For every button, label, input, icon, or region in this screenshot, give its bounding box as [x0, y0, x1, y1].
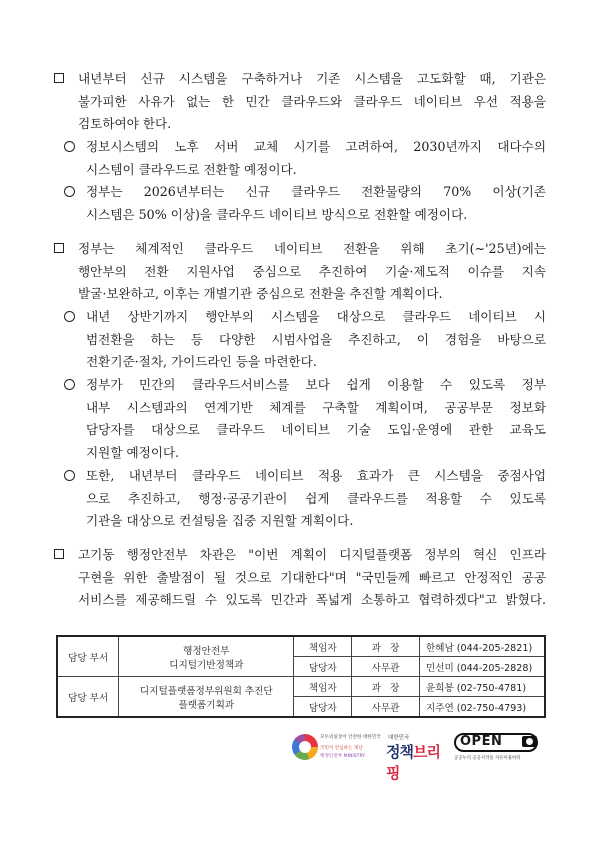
paragraph-line: 검토하여야 한다.: [78, 116, 172, 132]
dept-name-line: 디지털기반정책과: [169, 659, 244, 671]
dept-label-cell: 담당 부서: [57, 636, 119, 677]
table-row: [57, 636, 545, 657]
role-cell: 책임자: [294, 677, 352, 697]
logo-text: 행정안전부 MINISTRY: [320, 754, 366, 759]
sub-item-line: 으로 추진하고, 행정·공공기관이 쉽게 클라우드를 적용할 수 있도록: [86, 490, 546, 506]
role-cell: 책임자: [294, 636, 352, 657]
paragraph-3: [56, 544, 546, 612]
logo-wordmark: [386, 741, 446, 783]
dept-label-cell: 담당 부서: [57, 677, 119, 718]
title-cell: 과 장: [352, 677, 420, 697]
paragraph-line: 서비스를 제공해드릴 수 있도록 민간과 폭넓게 소통하고 협력하겠다"고 밝혔다.: [78, 592, 546, 608]
paragraph-2: [56, 238, 546, 306]
sub-item-2-1: [64, 306, 546, 374]
paragraph-line: 행안부의 전환 지원사업 중심으로 추진하여 기술·제도적 이슈를 지속: [78, 263, 546, 279]
mois-emblem-icon: [292, 734, 318, 760]
logo-text: 국민이 안심하는 재난: [320, 746, 363, 751]
logo-text: 브리핑: [386, 743, 440, 782]
square-bullet-icon: [54, 73, 64, 83]
policy-briefing-logo: [386, 733, 446, 782]
paragraph-line: 고기동 행정안전부 차관은 "이번 계획이 디지털플랫폼 정부의 혁신 인프라: [78, 547, 546, 562]
logo-text: 모두의일상이 안전한 대한민국: [320, 735, 381, 740]
role-cell: 담당자: [294, 657, 352, 677]
paragraph-line: 발굴·보완하고, 이후는 개별기관 중심으로 전환을 추진할 계획이다.: [78, 286, 443, 302]
contacts-table: [56, 635, 546, 718]
circle-bullet-icon: [64, 141, 75, 152]
paragraph-line: 내년부터 신규 시스템을 구축하거나 기존 시스템을 고도화할 때, 기관은: [78, 71, 546, 86]
square-bullet-icon: [54, 243, 64, 253]
dept-name-line: 디지털플랫폼정부위원회 추진단: [139, 685, 273, 697]
dept-name-cell: [119, 677, 294, 718]
sub-item-line: 시스템은 50% 이상)을 클라우드 네이티브 방식으로 전환할 예정이다.: [86, 206, 468, 222]
name-phone-cell: 지주연 (02-750-4793): [419, 697, 545, 718]
name-phone-cell: 윤희봉 (02-750-4781): [419, 677, 545, 697]
paragraph-line: 정부는 체계적인 클라우드 네이티브 전환을 위해 초기(~'25년)에는: [78, 241, 546, 256]
title-cell: 과 장: [352, 636, 420, 657]
title-cell: 사무관: [352, 657, 420, 677]
logo-text: 정책: [386, 743, 413, 761]
sub-item-line: 시스템이 클라우드로 전환할 예정이다.: [86, 161, 297, 177]
sub-item-line: 또한, 내년부터 클라우드 네이티브 적용 효과가 큰 시스템을 중점사업: [86, 468, 546, 483]
name-phone-cell: 한혜남 (044-205-2821): [419, 636, 545, 657]
dept-name-cell: [119, 636, 294, 677]
sub-item-1-1: [64, 136, 546, 181]
sub-item-line: 정부는 2026년부터는 신규 클라우드 전환물량의 70% 이상(기존: [86, 184, 546, 199]
logo-text: 공공누리 공공저작물 자유이용허락: [454, 756, 521, 761]
sub-item-line: 내부 시스템과의 연계기반 체계를 구축할 계획이며, 공공부문 정보화: [86, 399, 546, 415]
title-cell: 사무관: [352, 697, 420, 718]
logo-text: OPEN: [460, 734, 503, 749]
sub-item-2-2: [64, 374, 546, 464]
role-cell: 담당자: [294, 697, 352, 718]
table-row: [57, 677, 545, 697]
paragraph-line: 불가피한 사유가 없는 한 민간 클라우드와 클라우드 네이티브 우선 적용을: [78, 93, 546, 109]
logo-text: 대한민국: [388, 735, 410, 741]
square-bullet-icon: [54, 549, 64, 559]
sub-item-line: 담당자를 대상으로 클라우드 네이티브 기술 도입·운영에 관한 교육도: [86, 422, 546, 438]
sub-item-2-3: [64, 465, 546, 533]
circle-bullet-icon: [64, 470, 75, 481]
circle-bullet-icon: [64, 311, 75, 322]
sub-item-line: 지원할 예정이다.: [86, 444, 180, 460]
circle-bullet-icon: [64, 186, 75, 197]
paragraph-1: [56, 68, 546, 136]
footer-logos: [292, 730, 548, 782]
name-phone-cell: 민선미 (044-205-2828): [419, 657, 545, 677]
dept-name-line: 행정안전부: [183, 645, 230, 657]
circle-bullet-icon: [64, 379, 75, 390]
sub-item-line: 범전환을 하는 등 다양한 시범사업을 추진하고, 이 경험을 바탕으로: [86, 331, 546, 347]
sub-item-line: 정부가 민간의 클라우드서비스를 보다 쉽게 이용할 수 있도록 정부: [86, 377, 546, 392]
sub-item-line: 기관을 대상으로 컨설팅을 집중 지원할 계획이다.: [86, 513, 354, 529]
kogl-open-logo: [454, 733, 540, 763]
mois-logo: [292, 732, 381, 764]
sub-item-line: 정보시스템의 노후 서버 교체 시기를 고려하여, 2030년까지 대다수의: [86, 139, 546, 154]
sub-item-1-2: [64, 181, 546, 226]
open-license-icon: [522, 736, 537, 747]
sub-item-line: 전환기준·절차, 가이드라인 등을 마련한다.: [86, 354, 317, 370]
sub-item-line: 내년 상반기까지 행안부의 시스템을 대상으로 클라우드 네이티브 시: [86, 309, 546, 324]
dept-name-line: 플랫폼기획과: [178, 699, 235, 711]
paragraph-line: 구현을 위한 출발점이 될 것으로 기대한다"며 "국민들께 빠르고 안정적인 공공: [78, 569, 546, 585]
